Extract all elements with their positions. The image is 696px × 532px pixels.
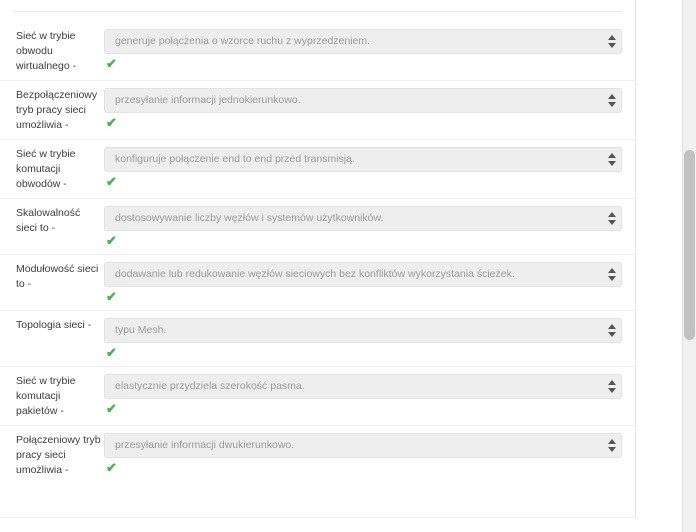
answer-select[interactable] bbox=[104, 206, 622, 231]
list-item bbox=[0, 198, 636, 254]
status-badge-check-icon: ✔ bbox=[106, 460, 117, 475]
answer-select-value: przesyłanie informacji dwukierunkowo. bbox=[115, 439, 295, 451]
answer-select[interactable] bbox=[104, 88, 622, 113]
list-item bbox=[0, 139, 636, 198]
answer-select[interactable] bbox=[104, 29, 622, 54]
list-item bbox=[0, 310, 636, 366]
answer-control bbox=[104, 147, 636, 189]
chevron-up-down-icon[interactable] bbox=[605, 375, 621, 398]
answer-select-value: dodawanie lub redukowanie węzłów sieciowych bez konfliktów wykorzystania ścieżek. bbox=[115, 268, 515, 280]
vertical-scrollbar-thumb[interactable] bbox=[684, 150, 695, 340]
list-item bbox=[0, 22, 636, 80]
answer-select-value: dostosowywanie liczby węzłów i systemów użytkowników. bbox=[115, 212, 384, 224]
status-badge-check-icon: ✔ bbox=[106, 115, 117, 130]
list-item bbox=[0, 80, 636, 139]
status-badge-check-icon: ✔ bbox=[106, 174, 117, 189]
answer-select[interactable] bbox=[104, 318, 622, 343]
answer-select-value: typu Mesh. bbox=[115, 324, 167, 336]
answer-select-value: elastycznie przydziela szerokość pasma. bbox=[115, 380, 305, 392]
question-label: Modułowość sieci to - bbox=[16, 263, 99, 290]
answer-select-value: konfiguruje połączenie end to end przed transmisją. bbox=[115, 153, 355, 165]
chevron-up-down-icon[interactable] bbox=[605, 148, 621, 171]
question-label: Sieć w trybie obwodu wirtualnego - bbox=[16, 30, 77, 72]
chevron-up-down-icon[interactable] bbox=[605, 434, 621, 457]
status-badge-check-icon: ✔ bbox=[106, 56, 117, 71]
question-list bbox=[0, 22, 636, 484]
status-badge-check-icon: ✔ bbox=[106, 289, 117, 304]
answer-select-value: generuje połączenia o wzorce ruchu z wyprzedzeniem. bbox=[115, 35, 371, 47]
chevron-up-down-icon[interactable] bbox=[605, 263, 621, 286]
question-label: Topologia sieci - bbox=[16, 319, 92, 331]
question-label: Skalowalność sieci to - bbox=[16, 207, 81, 234]
list-item bbox=[0, 254, 636, 310]
answer-control bbox=[104, 374, 636, 416]
answer-control bbox=[104, 433, 636, 475]
status-badge-check-icon: ✔ bbox=[106, 233, 117, 248]
list-item bbox=[0, 366, 636, 425]
answer-control bbox=[104, 206, 636, 248]
answer-select-value: przesyłanie informacji jednokierunkowo. bbox=[115, 94, 301, 106]
answer-control bbox=[104, 318, 636, 360]
question-label: Sieć w trybie komutacji obwodów - bbox=[16, 148, 76, 190]
chevron-up-down-icon[interactable] bbox=[605, 89, 621, 112]
status-badge-check-icon: ✔ bbox=[106, 401, 117, 416]
chevron-up-down-icon[interactable] bbox=[605, 319, 621, 342]
top-divider bbox=[14, 11, 622, 12]
bottom-divider bbox=[0, 517, 636, 532]
question-label: Sieć w trybie komutacji pakietów - bbox=[16, 375, 76, 417]
answer-select[interactable] bbox=[104, 374, 622, 399]
page-right-gutter bbox=[637, 0, 696, 532]
chevron-up-down-icon[interactable] bbox=[605, 207, 621, 230]
answer-select[interactable] bbox=[104, 433, 622, 458]
answer-control bbox=[104, 88, 636, 130]
answer-control bbox=[104, 262, 636, 304]
answer-control bbox=[104, 29, 636, 71]
question-label: Połączeniowy tryb pracy sieci umożliwia - bbox=[16, 434, 101, 476]
list-item bbox=[0, 425, 636, 484]
answer-select[interactable] bbox=[104, 147, 622, 172]
status-badge-check-icon: ✔ bbox=[106, 345, 117, 360]
answer-select[interactable] bbox=[104, 262, 622, 287]
chevron-up-down-icon[interactable] bbox=[605, 30, 621, 53]
vertical-scrollbar[interactable] bbox=[682, 0, 696, 532]
question-label: Bezpołączeniowy tryb pracy sieci umożliwia - bbox=[16, 89, 98, 131]
